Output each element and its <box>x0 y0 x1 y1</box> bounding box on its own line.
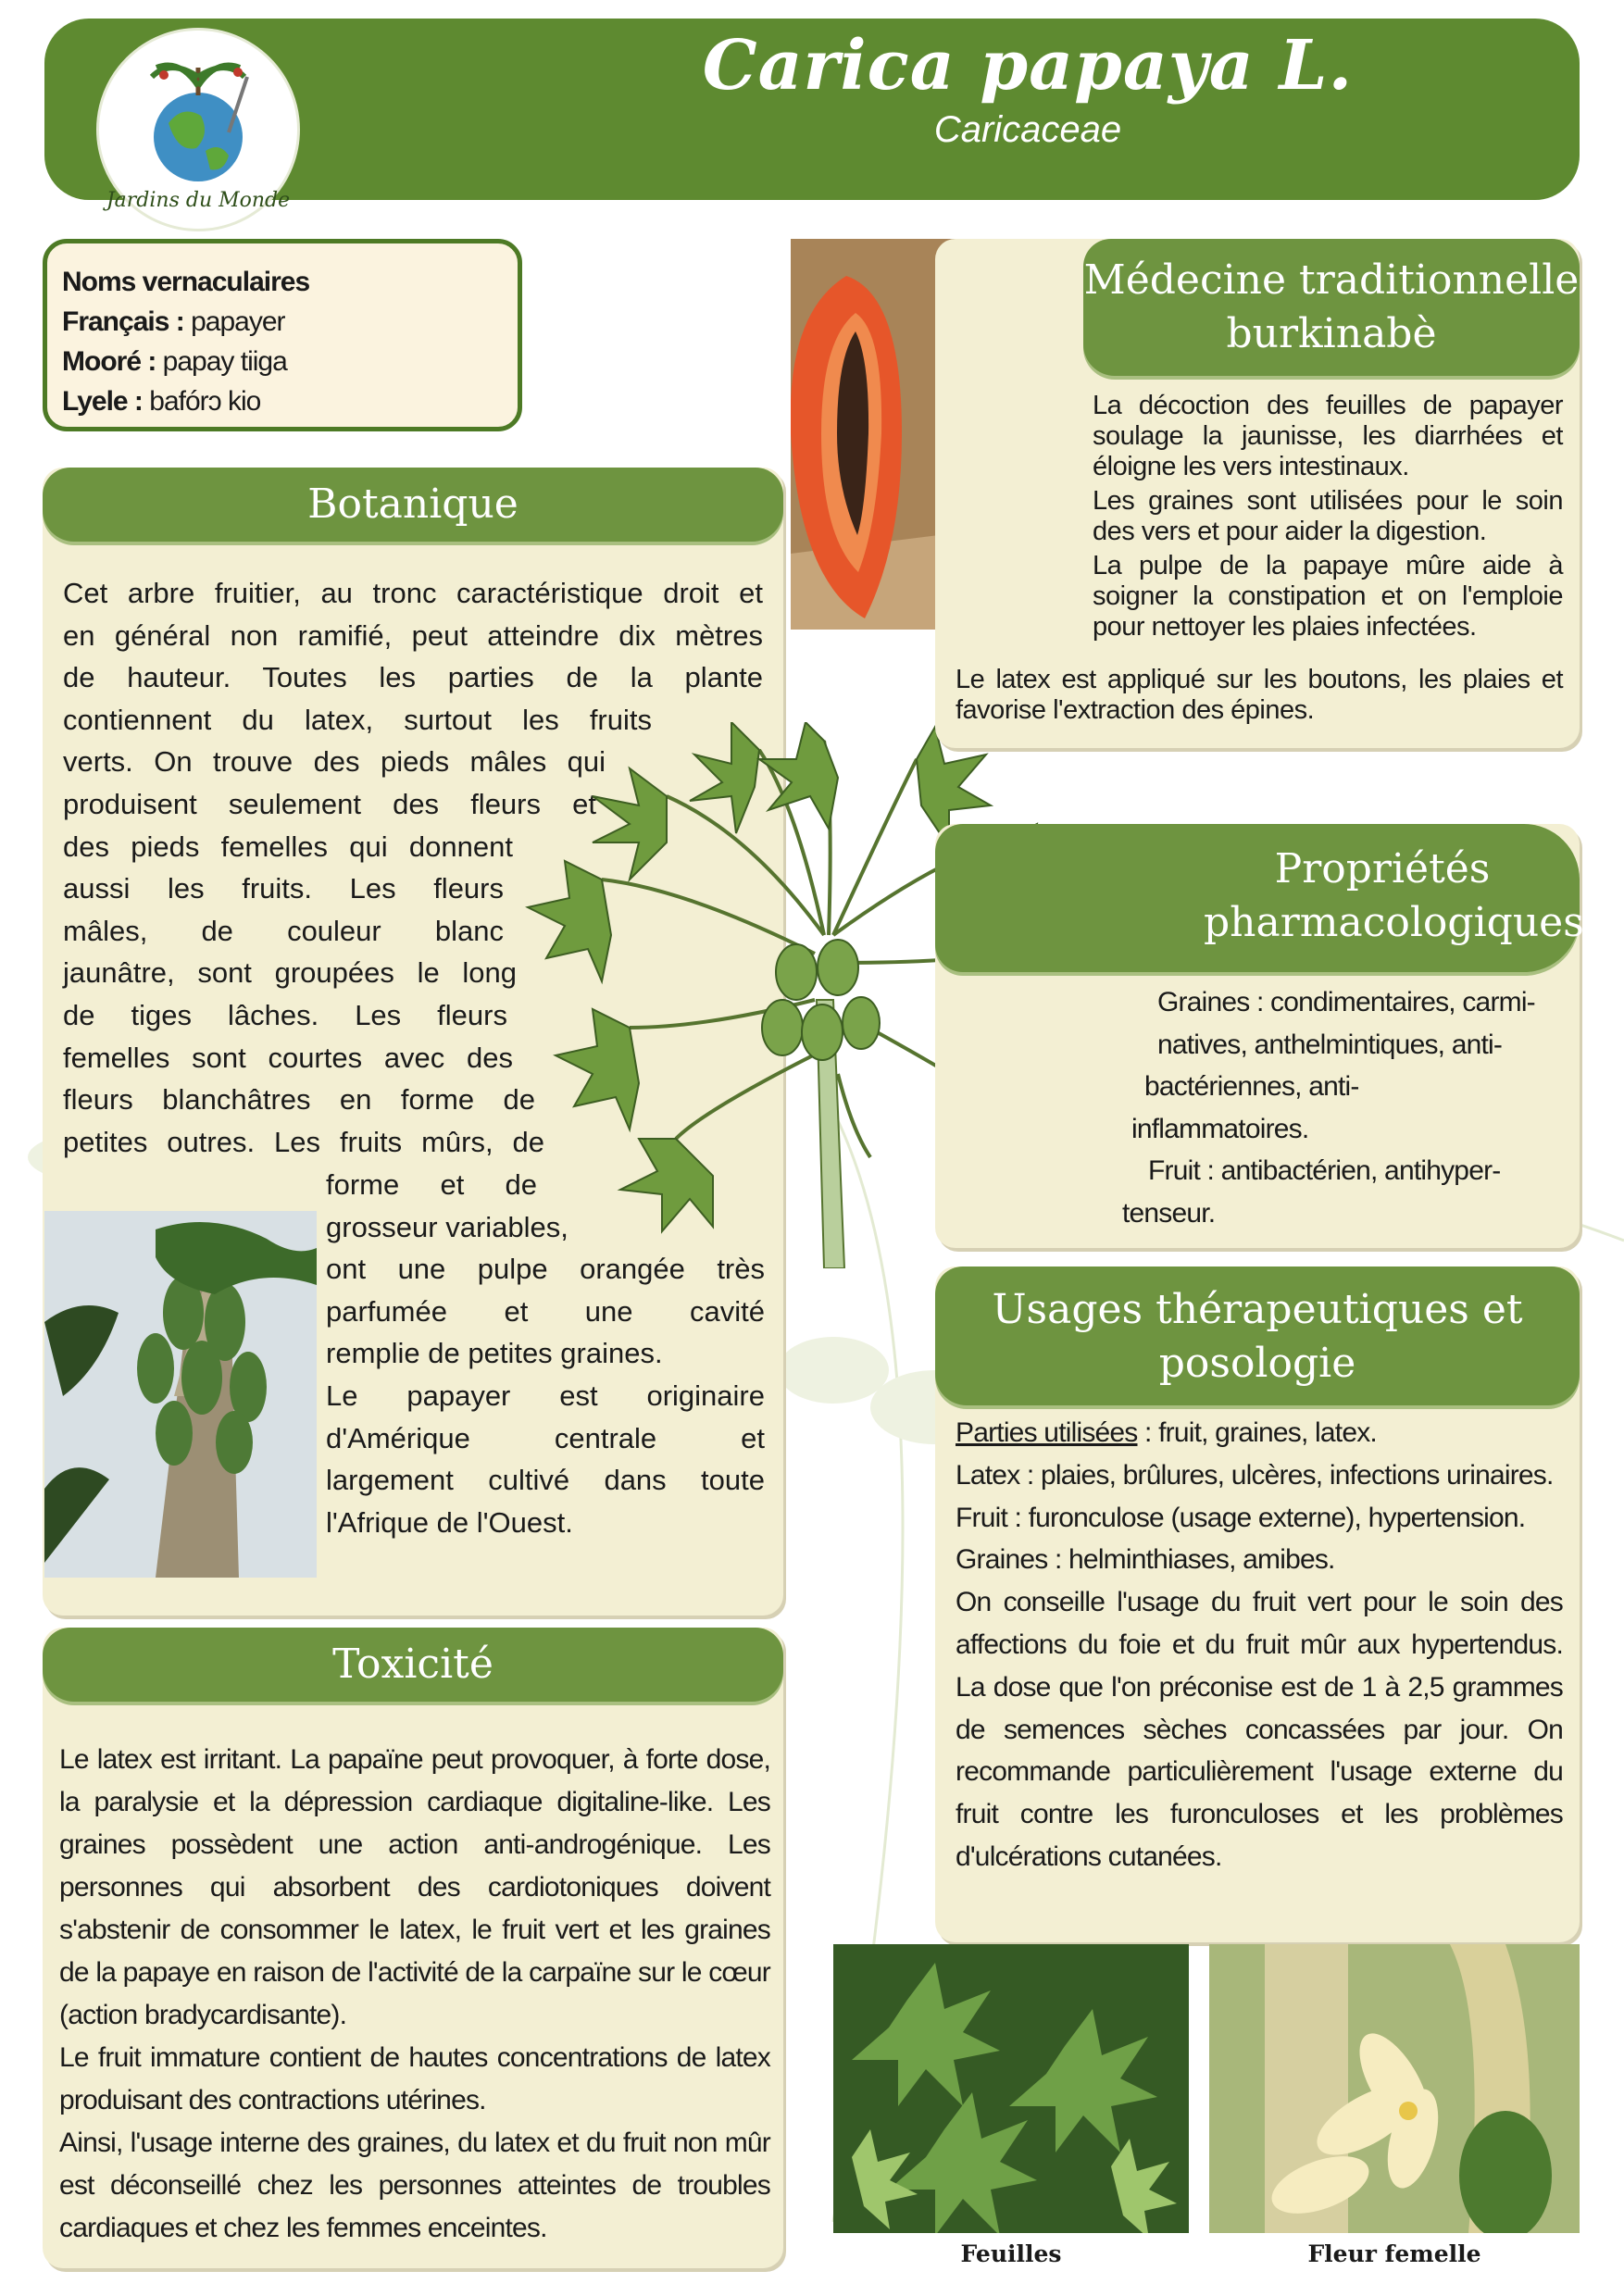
papaya-fruit-photo-overlay <box>791 239 1085 630</box>
usages-text: Parties utilisées : fruit, graines, latex. Latex : plaies, brûlures, ulcères, infections urinaires. Fruit : furonculose (usage externe), hypertension. Graines : helminthiases, amibes. On conseille l'usage du fruit vert pour le soin des affections du foie et du fruit mûr aux hypertendus. La dose que l'on préconise est de 1 à 2,5 grammes de semences sèches concassées par jour. On recommande particulièrement l'usage externe du fruit contre les furonculoses et les problèmes d'ulcérations cutanées. <box>956 1417 1563 1872</box>
vernacular-item: Mooré : papay tiiga <box>62 346 287 377</box>
leaves-photo <box>833 1944 1189 2233</box>
toxicite-text: Le latex est irritant. La papaïne peut provoquer, à forte dose, la paralysie et la dépression cardiaque digitaline-like. Les graines possèdent une action anti-androgénique. Les personnes qui absorbent des cardiotoniques doivent s'abstenir de consommer le latex, le fruit vert et les graines de la papaye en raison de l'activité de la carpaïne sur le cœur (action bradycardisante). Le fruit immature contient de hautes concentrations de latex produisant des contractions utérines. Ainsi, l'usage interne des graines, du latex et du fruit non mûr est déconseillé chez les personnes atteintes de troubles cardiaques et chez les femmes enceintes. <box>59 1744 770 2243</box>
parts-used-label: Parties utilisées <box>956 1417 1138 1448</box>
toxicite-heading: Toxicité <box>43 1628 783 1702</box>
botanique-heading: Botanique <box>43 468 783 542</box>
logo-text: Jardins du Monde <box>106 189 291 212</box>
vernacular-names-box <box>43 239 522 431</box>
proprietes-heading: Propriétés pharmacologiques <box>935 824 1580 972</box>
vernacular-item: Lyele : bafórɔ kio <box>62 386 261 417</box>
leaves-caption: Feuilles <box>960 2240 1062 2267</box>
vernacular-item: Français : papayer <box>62 306 285 337</box>
papaya-tree-photo <box>44 1211 317 1578</box>
jardins-du-monde-logo <box>96 28 300 231</box>
botanique-text-lower: forme et de grosseur variables, ont une pulpe orangée très parfumée et une cavité remplie de petites graines. Le papayer est originaire d'Amérique centrale et largement cultivé dans toute l'Afrique de l'Ouest. <box>326 1168 765 1539</box>
plant-family: Caricaceae <box>933 109 1122 150</box>
botanique-text-upper: Cet arbre fruitier, au tronc caractéristique droit et en général non ramifié, peut atteindre dix mètres de hauteur. Toutes les parties de la plante contiennent du latex, surtout les fruits verts. On trouve des pieds mâles qui produisent seulement des fleurs et des pieds femelles qui donnent aussi les fruits. Les fleurs mâles, de couleur blanc jaunâtre, sont groupées le long de tiges lâches. Les fleurs femelles sont courtes avec des fleurs blanchâtres en forme de petites outres. Les fruits mûrs, de <box>63 577 763 1158</box>
proprietes-text: Graines : condimentaires, carmi- natives, anthelmintiques, anti- bactériennes, anti- inflammatoires. Fruit : antibactérien, antihyper- tenseur. <box>1122 987 1535 1229</box>
flower-caption: Fleur femelle <box>1307 2240 1481 2267</box>
medecine-text: La décoction des feuilles de papayer soulage la jaunisse, les diarrhées et éloigne les vers intestinaux. Les graines sont utilisées pour le soin des vers et pour aider la digestion. La pulpe de la papaye mûre aide à soigner la constipation et on l'emploie pour nettoyer les plaies infectées. <box>1093 391 1563 642</box>
female-flower-photo <box>1209 1944 1580 2233</box>
medecine-heading: Médecine traditionnelle burkinabè <box>1083 239 1580 376</box>
page-title: Carica papaya L. <box>702 26 1354 106</box>
medecine-text-wide: Le latex est appliqué sur les boutons, les plaies et favorise l'extraction des épines. <box>956 665 1563 725</box>
vernacular-heading: Noms vernaculaires <box>62 267 310 297</box>
usages-heading: Usages thérapeutiques et posologie <box>935 1267 1580 1405</box>
